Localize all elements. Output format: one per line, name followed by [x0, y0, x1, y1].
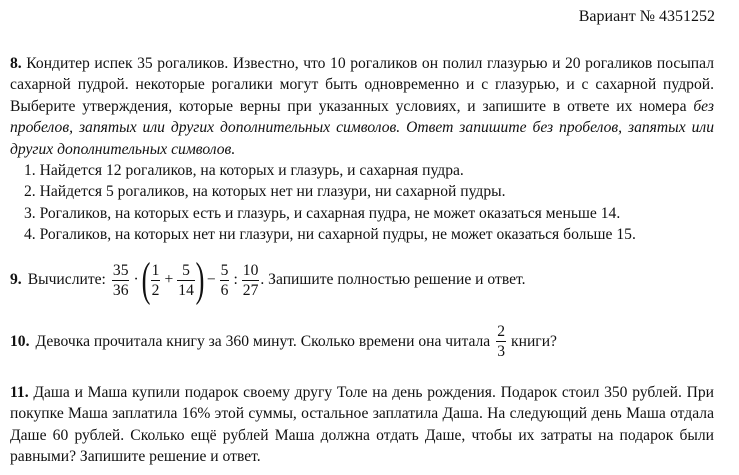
task-8-number: 8.: [10, 55, 22, 72]
task-8-option-2: 2. Найдется 5 рогаликов, на которых нет ни глазури, ни сахарной пудры.: [24, 183, 506, 201]
fraction-numerator: 1: [151, 261, 160, 279]
variant-header: Вариант № 4351252: [578, 8, 715, 25]
minus-sign: −: [206, 271, 216, 289]
task-11-number: 11.: [10, 384, 29, 401]
right-paren: ): [195, 253, 205, 306]
task-9-lead: Вычислите:: [27, 271, 106, 289]
fraction-1-2: [151, 261, 161, 300]
fraction-2-3: [496, 322, 506, 361]
fraction-denominator: 2: [151, 281, 160, 299]
left-paren: (: [141, 253, 151, 306]
fraction-numerator: 2: [497, 323, 506, 340]
task-10-tail: книги?: [511, 332, 557, 350]
fraction-denominator: 36: [112, 281, 129, 299]
task-8-option-3: 3. Рогаликов, на которых есть и глазурь, и сахарная пудра, не может оказаться меньше 14.: [24, 204, 621, 222]
task-9: [10, 255, 714, 305]
fraction-denominator: 3: [497, 343, 506, 360]
fraction-numerator: 35: [112, 261, 129, 279]
task-11-text: Даша и Маша купили подарок своему другу Толе на день рождения. Подарок стоил 350 рублей. При покупке Маша заплатила 16% этой суммы, остальное заплатила Даша. На следующий день Маша отдала Даше 60 рублей. Сколько ещё рублей Маша должна отдать Даше, чтобы их затраты на подарок были равными? Запишите решение и ответ.: [10, 384, 714, 466]
fraction-numerator: 10: [242, 261, 259, 279]
task-8: [10, 53, 714, 246]
task-11: [10, 382, 714, 468]
fraction-numerator: 5: [177, 261, 195, 281]
fraction-5-14: [177, 261, 195, 300]
task-8-statement: [10, 53, 714, 160]
fraction-5-6: [220, 261, 230, 300]
fraction-denominator: 14: [178, 281, 194, 299]
task-8-text: Кондитер испек 35 рогаликов. Известно, что 10 рогаликов он полил глазурью и 20 рогаликов посыпал сахарной пудрой. некоторые рогалики могут быть одновременно и с глазурью, и с сахарной пудрой. Выберите утверждения, которые верны при указанных условиях, и запишите в ответе их номера: [10, 55, 714, 115]
multiply-sign: ·: [133, 271, 139, 289]
fraction-numerator: 5: [220, 261, 229, 279]
task-9-number: 9.: [10, 271, 22, 289]
task-8-options: [10, 160, 714, 246]
plus-sign: +: [164, 271, 174, 289]
fraction-denominator: 27: [242, 281, 259, 299]
task-8-option-1: 1. Найдется 12 рогаликов, на которых и глазурь, и сахарная пудра.: [24, 162, 464, 180]
task-8-instruction: без пробелов, запятых или других дополнительных символов. Ответ запишите без пробелов, запятых или других дополнительных символов.: [10, 97, 714, 158]
task-9-tail: . Запишите полностью решение и ответ.: [260, 271, 526, 289]
task-8-option-4: 4. Рогаликов, на которых нет ни глазури, ни сахарной пудры, не может оказаться больше 15.: [24, 226, 636, 244]
fraction-denominator: 6: [220, 281, 229, 299]
task-10-text: Девочка прочитала книгу за 360 минут. Сколько времени она читала: [35, 332, 491, 350]
fraction-10-27: [242, 261, 260, 300]
fraction-35-36: [112, 261, 130, 300]
task-10: [10, 322, 714, 361]
task-10-number: 10.: [10, 332, 30, 350]
divide-sign: :: [233, 271, 238, 289]
